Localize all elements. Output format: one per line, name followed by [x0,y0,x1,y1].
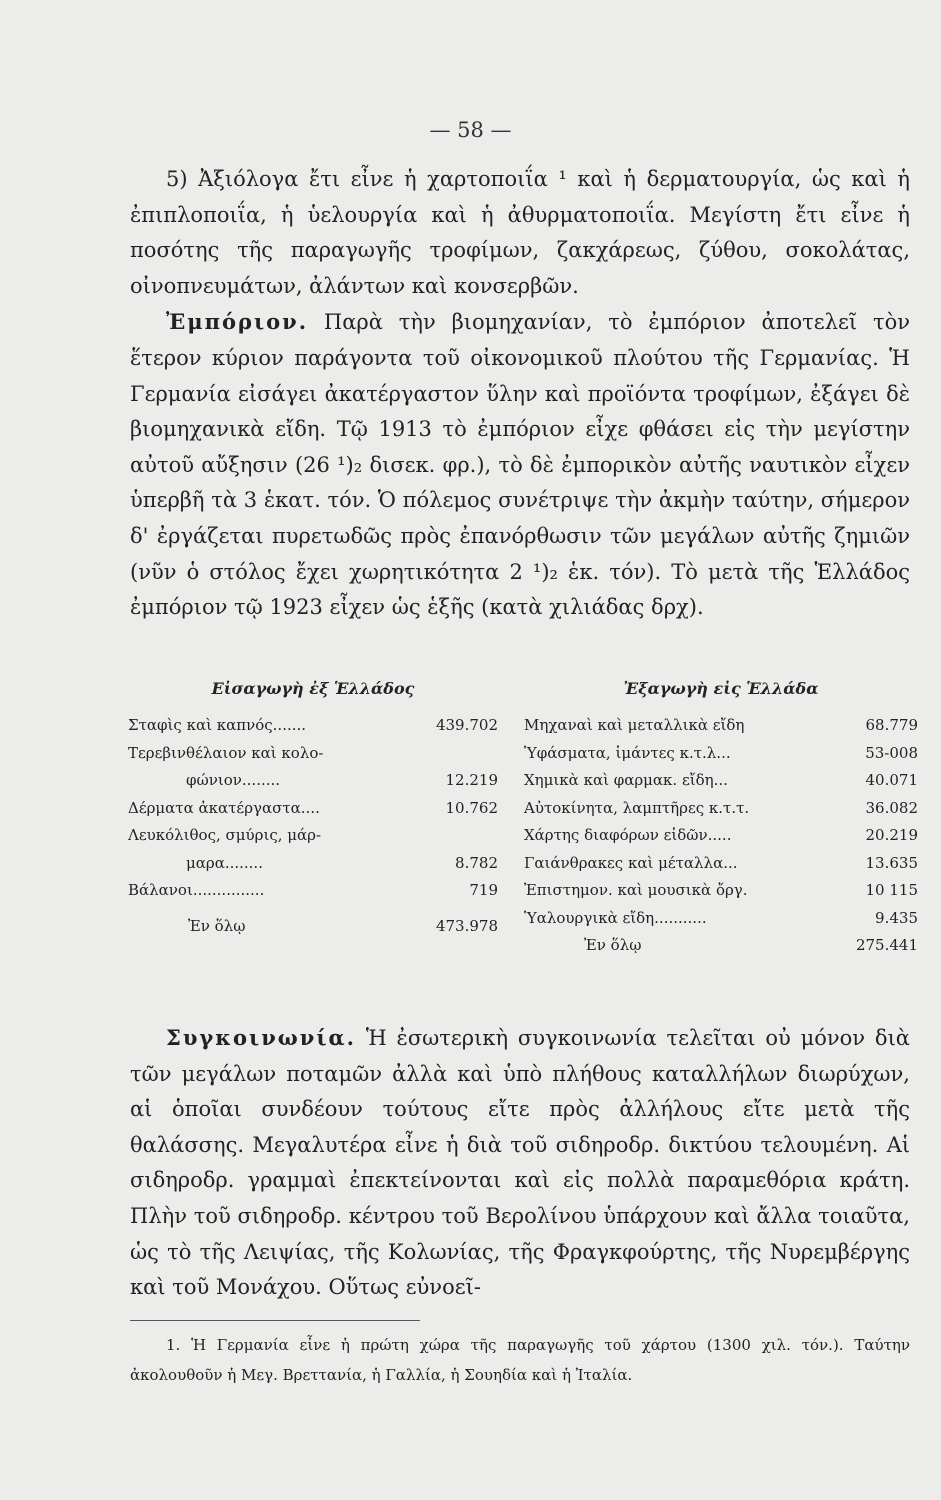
row-value: 53-008 [865,743,918,762]
exports-table [524,678,918,960]
row-label: φώνιον........ [186,771,281,789]
table-row [524,740,918,768]
row-label: Ὑαλουργικὰ εἴδη........... [524,908,707,927]
page-number: — 58 — [429,118,512,142]
footnote [130,1330,910,1390]
exports-title: Ἐξαγωγὴ εἰς Ἑλλάδα [623,679,819,698]
row-label: μαρα........ [186,853,263,872]
table-row [524,767,918,795]
row-label: Σταφὶς καὶ καπνός....... [128,716,307,734]
footnote-text: 1. Ἡ Γερμανία εἶνε ἡ πρώτη χώρα τῆς παραγωγῆς τοῦ χάρτου (1300 χιλ. τόν.). Ταύτην ἀκολουθοῦν ἡ Μεγ. Βρεττανία, ἡ Γαλλία, ἡ Σουηδία καὶ ἡ Ἰταλία. [130,1336,910,1384]
table-row [128,822,498,850]
row-value: 10.762 [445,798,498,817]
total-label: Ἐν ὅλῳ [188,916,246,935]
footnote-separator [130,1320,420,1321]
row-value: 439.702 [435,716,498,734]
communication-text: Ἡ ἐσωτερικὴ συγκοινωνία τελεῖται οὐ μόνον διὰ τῶν μεγάλων ποταμῶν ἀλλὰ καὶ ὑπὸ πλήθους καταλλήλων διωρύχων, αἱ ὁποῖαι συνδέουν τούτους εἴτε πρὸς ἀλλήλους εἴτε μετὰ τῆς θαλάσσης. Μεγαλυτέρα εἶνε ἡ διὰ τοῦ σιδηροδρ. δικτύου τελουμένη. Αἱ σιδηροδρ. γραμμαὶ ἐπεκτείνονται καὶ εἰς πολλὰ παραμεθόρια κράτη. Πλὴν τοῦ σιδηροδρ. κέντρου τοῦ Βερολίνου ὑπάρχουν καὶ ἄλλα τοιαῦτα, ὡς τὸ τῆς Λειψίας, τῆς Κολωνίας, τῆς Φραγκφούρτης, τῆς Νυρεμβέργης καὶ τοῦ Μονάχου. Οὕτως εὐνοεῖ- [130,1026,910,1300]
total-value: 275.441 [855,936,918,954]
row-value: 68.779 [865,716,918,734]
table-row [128,850,498,878]
products-paragraph: 5) Ἀξιόλογα ἔτι εἶνε ἡ χαρτοποιΐα ¹ καὶ ἡ δερματουργία, ὡς καὶ ἡ ἐπιπλοποιΐα, ἡ ὑελουργία καὶ ἡ ἀθυρματοποιΐα. Μεγίστη ἔτι εἶνε ἡ ποσότης τῆς παραγωγῆς τροφίμων, ζακχάρεως, ζύθου, σοκολάτας, οἰνοπνευμάτων, ἀλάντων καὶ κονσερβῶν. [130,167,910,298]
imports-title: Εἰσαγωγὴ ἐξ Ἑλλάδος [211,679,415,698]
table-row [128,795,498,823]
imports-total-row [128,913,498,941]
table-row [128,877,498,905]
row-value: 20.219 [865,826,918,844]
communication-paragraph [130,1020,910,1306]
communication-section [130,1020,910,1306]
row-label: Τερεβινθέλαιον καὶ κολο- [128,743,324,762]
row-value: 13.635 [865,853,918,872]
trade-paragraph [130,304,910,625]
row-value: 719 [469,881,498,899]
row-value: 9.435 [875,908,918,927]
row-label: Χημικὰ καὶ φαρμακ. εἴδη... [524,771,728,789]
table-row [128,712,498,740]
row-label: Λευκόλιθος, σμύρις, μάρ- [128,826,322,844]
row-label: Δέρματα ἀκατέργαστα.... [128,798,320,817]
row-label: Αὐτοκίνητα, λαμπτῆρες κ.τ.τ. [524,798,750,817]
row-value: 12.219 [445,771,498,789]
row-label: Ὑφάσματα, ἱμάντες κ.τ.λ... [524,743,731,762]
table-row [128,740,498,768]
row-label: Γαιάνθρακες καὶ μέταλλα... [524,853,738,872]
row-label: Χάρτης διαφόρων εἰδῶν..... [524,826,732,844]
products-and-trade-section [130,162,910,626]
row-value: 40.071 [865,771,918,789]
row-value [408,822,498,850]
row-value: 10 115 [865,881,918,899]
total-label: Ἐν ὅλῳ [584,936,642,954]
trade-heading: Ἐμπόριον. [166,309,309,335]
imports-table [128,678,498,940]
communication-heading: Συγκοινωνία. [166,1025,356,1050]
table-row [524,905,918,933]
row-value [408,740,498,768]
row-label: Μηχαναὶ καὶ μεταλλικὰ εἴδη [524,716,745,734]
trade-text: Παρὰ τὴν βιομηχανίαν, τὸ ἐμπόριον ἀποτελεῖ τὸν ἕτερον κύριον παράγοντα τοῦ οἰκονομικοῦ πλούτου τῆς Γερμανίας. Ἡ Γερμανία εἰσάγει ἀκατέργαστον ὕλην καὶ προϊόντα τροφίμων, ἐξάγει δὲ βιομηχανικὰ εἴδη. Τῷ 1913 τὸ ἐμπόριον εἶχε φθάσει εἰς τὴν μεγίστην αὐτοῦ αὔξησιν (26 ¹)₂ δισεκ. φρ.), τὸ δὲ ἐμπορικὸν αὐτῆς ναυτικὸν εἶχεν ὑπερβῆ τὰ 3 ἑκατ. τόν. Ὁ πόλεμος συνέτριψε τὴν ἀκμὴν ταύτην, σήμερον δ' ἐργάζεται πυρετωδῶς πρὸς ἐπανόρθωσιν τῶν μεγάλων αὐτῆς ζημιῶν (νῦν ὁ στόλος ἔχει χωρητικότητα 2 ¹)₂ ἑκ. τόν). Τὸ μετὰ τῆς Ἑλλάδος ἐμπόριον τῷ 1923 εἶχεν ὡς ἑξῆς (κατὰ χιλιάδας δρχ). [130,310,910,620]
exports-total-row [524,932,918,960]
row-label: Ἐπιστημον. καὶ μουσικὰ ὄργ. [524,881,748,899]
row-value: 8.782 [455,853,498,872]
total-value: 473.978 [435,916,498,935]
table-row [524,795,918,823]
row-value: 36.082 [865,798,918,817]
table-row [524,712,918,740]
table-row [524,850,918,878]
row-label: Βάλανοι............... [128,881,265,899]
table-row [524,822,918,850]
table-row [524,877,918,905]
table-row [128,767,498,795]
